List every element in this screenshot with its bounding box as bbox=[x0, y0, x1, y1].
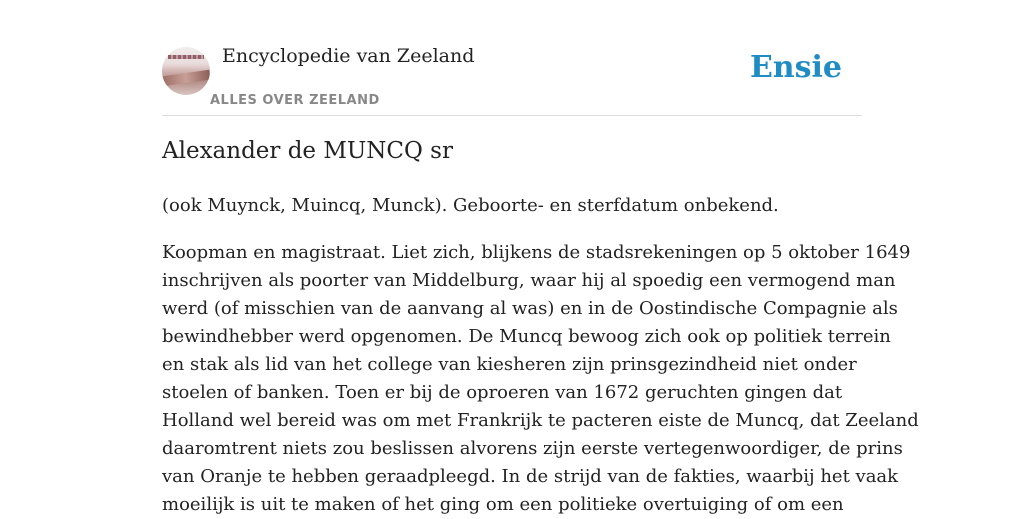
body-line: en stak als lid van het college van kiesheren zijn prinsgezindheid niet onder bbox=[162, 354, 857, 375]
site-avatar[interactable] bbox=[162, 47, 210, 95]
page bbox=[162, 0, 919, 515]
body-line: van Oranje te hebben geraadpleegd. In de strijd van de fakties, waarbij het vaak bbox=[162, 466, 899, 487]
body-line: moeilijk is uit te maken of het ging om een politieke overtuiging of om een bbox=[162, 494, 844, 515]
body-line: daaromtrent niets zou beslissen alvorens zijn eerste vertegenwoordiger, de prins bbox=[162, 438, 903, 459]
body-line: bewindhebber werd opgenomen. De Muncq bewoog zich ook op politiek terrein bbox=[162, 326, 891, 347]
ensie-logo[interactable]: Ensie bbox=[749, 50, 842, 85]
body-line: werd (of misschien van de aanvang al was) en in de Oostindische Compagnie als bbox=[162, 298, 898, 319]
body-line: Holland wel bereid was om met Frankrijk te pacteren eiste de Muncq, dat Zeeland bbox=[162, 410, 919, 431]
article-body bbox=[162, 239, 919, 519]
site-title[interactable]: Encyclopedie van Zeeland bbox=[222, 45, 475, 67]
body-line: inschrijven als poorter van Middelburg, waar hij al spoedig een vermogend man bbox=[162, 270, 896, 291]
body-line: stoelen of banken. Toen er bij de oproeren van 1672 geruchten gingen dat bbox=[162, 382, 843, 403]
avatar-decoration bbox=[168, 55, 204, 59]
article-intro: (ook Muynck, Muincq, Munck). Geboorte- en sterfdatum onbekend. bbox=[162, 195, 779, 216]
article-title: Alexander de MUNCQ sr bbox=[162, 138, 453, 164]
body-line: Koopman en magistraat. Liet zich, blijkens de stadsrekeningen op 5 oktober 1649 bbox=[162, 242, 911, 263]
site-subtitle: ALLES OVER ZEELAND bbox=[210, 93, 380, 108]
site-header bbox=[162, 0, 862, 116]
avatar-band bbox=[162, 70, 210, 87]
